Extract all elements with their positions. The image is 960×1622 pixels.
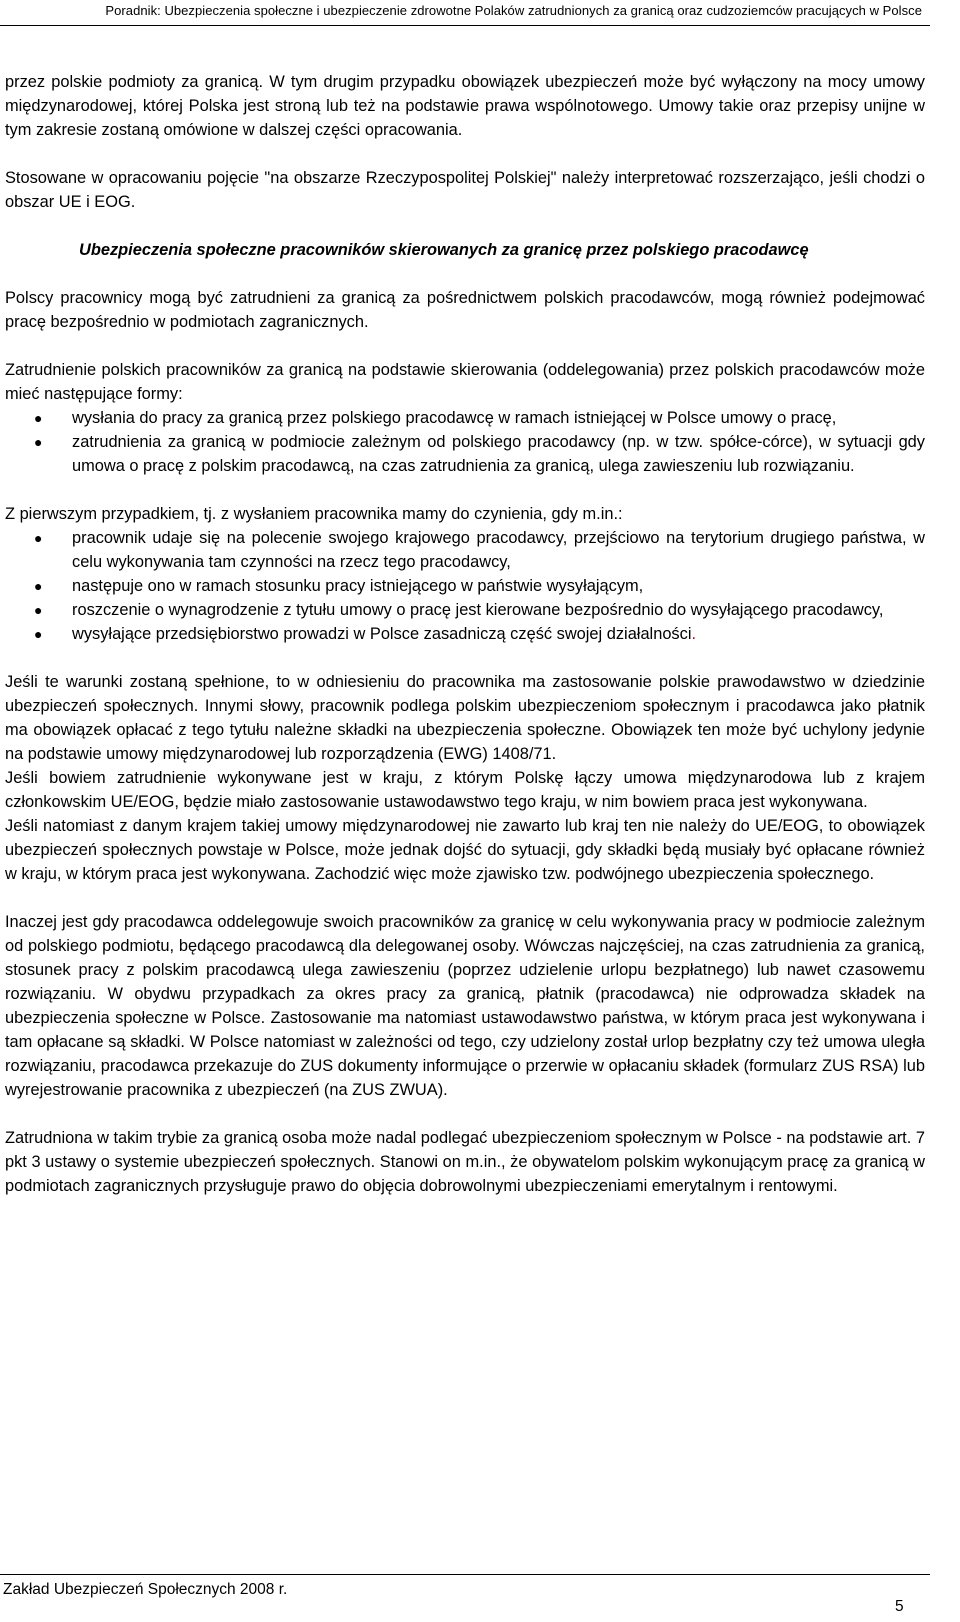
footer-publisher: Zakład Ubezpieczeń Społecznych 2008 r. xyxy=(3,1581,288,1598)
section-heading: Ubezpieczenia społeczne pracowników skierowanych za granicę przez polskiego pracodawcę xyxy=(79,241,809,259)
bullet-list xyxy=(5,406,925,478)
list-item-end-period: . xyxy=(691,625,697,643)
list-item xyxy=(5,430,925,478)
paragraph: Inaczej jest gdy pracodawca oddelegowuje swoich pracowników za granicę w celu wykonywania pracy w podmiocie zależnym od polskiego podmiotu, będącego pracodawcą dla delegowanej osoby. Wówczas najczęściej, na czas zatrudnienia za granicą, stosunek pracy z polskim pracodawcą ulega zawieszeniu (poprzez udzielenie urlopu bezpłatnego) lub nawet czasowemu rozwiązaniu. W obydwu przypadkach za okres pracy za granicą, płatnik (pracodawca) nie odprowadza składek na ubezpieczenia społeczne w Polsce. Zastosowanie ma natomiast ustawodawstwo państwa, w którym praca jest wykonywana i tam opłacane są składki. W Polsce natomiast w zależności od tego, czy udzielony został urlop bezpłatny czy też umowa uległa rozwiązaniu, pracodawca przekazuje do ZUS dokumenty informujące o przerwie w opłacaniu składek (formularz ZUS RSA) lub wyrejestrowanie pracownika z ubezpieczeń (na ZUS ZWUA). xyxy=(5,913,925,1099)
footer-divider xyxy=(0,1574,930,1575)
bullet-icon: ● xyxy=(34,530,43,546)
list-item-text: wysyłające przedsiębiorstwo prowadzi w Polsce zasadniczą część swojej działalności xyxy=(72,625,692,643)
paragraph: Jeśli bowiem zatrudnienie wykonywane jest w kraju, z którym Polskę łączy umowa międzynarodowa lub z krajem członkowskim UE/EOG, będzie miało zastosowanie ustawodawstwo tego kraju, w nim bowiem praca jest wykonywana. xyxy=(5,769,925,811)
paragraph: Zatrudniona w takim trybie za granicą osoba może nadal podlegać ubezpieczeniom społecznym w Polsce - na podstawie art. 7 pkt 3 ustawy o systemie ubezpieczeń społecznych. Stanowi on m.in., że obywatelom polskim wykonującym pracę za granicą w podmiotach zagranicznych przysługuje prawo do objęcia dobrowolnymi ubezpieczeniami emerytalnym i rentowymi. xyxy=(5,1129,925,1195)
list-item xyxy=(5,406,925,430)
list-item-text: roszczenie o wynagrodzenie z tytułu umowy o pracę jest kierowane bezpośrednio do wysyłającego pracodawcy, xyxy=(72,601,884,619)
bullet-list xyxy=(5,526,925,646)
paragraph: przez polskie podmioty za granicą. W tym drugim przypadku obowiązek ubezpieczeń może być wyłączony na mocy umowy międzynarodowej, której Polska jest stroną lub też na podstawie prawa wspólnotowego. Umowy takie oraz przepisy unijne w tym zakresie zostaną omówione w dalszej części opracowania. xyxy=(5,73,925,139)
paragraph: Jeśli natomiast z danym krajem takiej umowy międzynarodowej nie zawarto lub kraj ten nie należy do UE/EOG, to obowiązek ubezpieczeń społecznych powstaje w Polsce, może jednak dojść do sytuacji, gdy składki będą musiały być opłacane również w kraju, w którym praca jest wykonywana. Zachodzić więc może zjawisko tzw. podwójnego ubezpieczenia społecznego. xyxy=(5,817,925,883)
bullet-icon: ● xyxy=(34,578,43,594)
list-item xyxy=(5,598,925,622)
list-item-text: zatrudnienia za granicą w podmiocie zależnym od polskiego pracodawcy (np. w tzw. spółce-córce), w sytuacji gdy umowa o pracę z polskim pracodawcą, na czas zatrudnienia za granicą, ulega zawieszeniu lub rozwiązaniu. xyxy=(72,433,925,475)
list-item-text: wysłania do pracy za granicą przez polskiego pracodawcę w ramach istniejącej w Polsce umowy o pracę, xyxy=(72,409,837,427)
list-item-text: pracownik udaje się na polecenie swojego krajowego pracodawcy, przejściowo na terytorium drugiego państwa, w celu wykonywania tam czynności na rzecz tego pracodawcy, xyxy=(72,529,925,571)
list-item-text: następuje ono w ramach stosunku pracy istniejącego w państwie wysyłającym, xyxy=(72,577,644,595)
paragraph: Jeśli te warunki zostaną spełnione, to w odniesieniu do pracownika ma zastosowanie polskie prawodawstwo w dziedzinie ubezpieczeń społecznych. Innymi słowy, pracownik podlega polskim ubezpieczeniom społecznym i pracodawca jako płatnik ma obowiązek opłacać z tego tytułu należne składki na ubezpieczenia społeczne. Obowiązek ten może być uchylony jedynie na podstawie umowy międzynarodowej lub rozporządzenia (EWG) 1408/71. xyxy=(5,673,925,763)
paragraph: Polscy pracownicy mogą być zatrudnieni za granicą za pośrednictwem polskich pracodawców, mogą również podejmować pracę bezpośrednio w podmiotach zagranicznych. xyxy=(5,289,925,331)
page-number: 5 xyxy=(895,1598,904,1615)
header-title: Poradnik: Ubezpieczenia społeczne i ubezpieczenie zdrowotne Polaków zatrudnionych za granicą oraz cudzoziemców pracujących w Polsce xyxy=(105,3,922,18)
bullet-icon: ● xyxy=(34,434,43,450)
list-item xyxy=(5,622,925,646)
bullet-icon: ● xyxy=(34,410,43,426)
list-item xyxy=(5,526,925,574)
page-header xyxy=(0,0,930,26)
bullet-icon: ● xyxy=(34,602,43,618)
list-item xyxy=(5,574,925,598)
paragraph: Zatrudnienie polskich pracowników za granicą na podstawie skierowania (oddelegowania) przez polskich pracodawców może mieć następujące formy: xyxy=(5,361,925,403)
bullet-icon: ● xyxy=(34,626,43,642)
document-body xyxy=(5,70,925,1198)
paragraph: Stosowane w opracowaniu pojęcie "na obszarze Rzeczypospolitej Polskiej" należy interpretować rozszerzająco, jeśli chodzi o obszar UE i EOG. xyxy=(5,169,925,211)
paragraph: Z pierwszym przypadkiem, tj. z wysłaniem pracownika mamy do czynienia, gdy m.in.: xyxy=(5,505,623,523)
